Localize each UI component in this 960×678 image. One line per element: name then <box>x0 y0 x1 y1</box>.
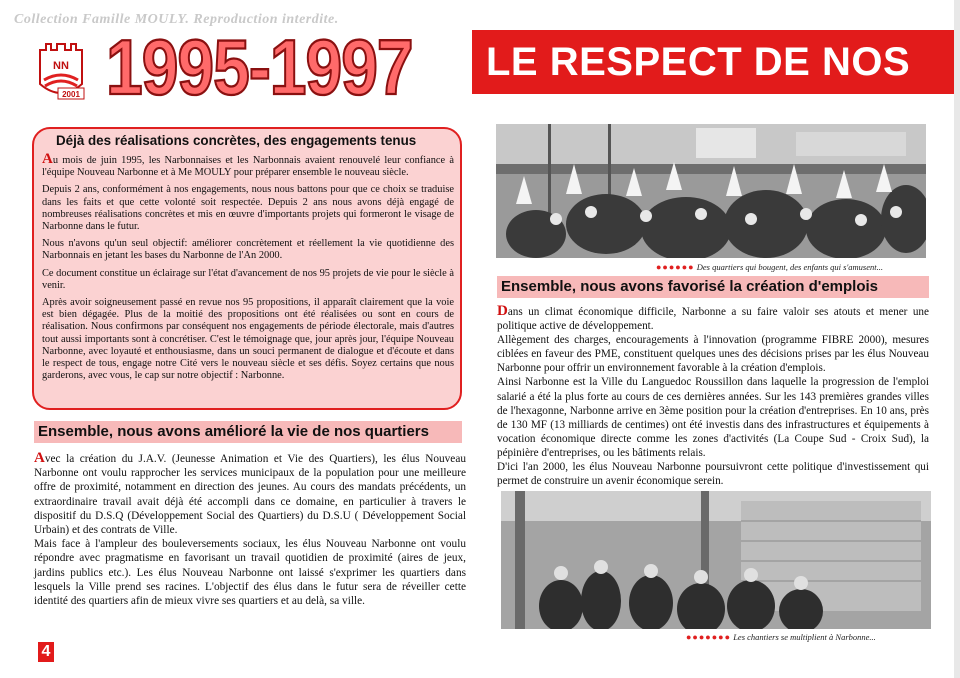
intro-paragraph-3: Nous n'avons qu'un seul objectif: améliorer concrètement et réellement la vie quotidienne des Narbonnais en jetant les bases du Narbonne de l'An 2000. <box>42 238 454 262</box>
section-emplois-heading: Ensemble, nous avons favorisé la création d'emplois <box>497 276 929 298</box>
intro-box-body <box>42 151 454 387</box>
intro-paragraph-1: Au mois de juin 1995, les Narbonnaises et les Narbonnais avaient renouvelé leur confiance à l'équipe Nouveau Narbonne et à Me MOULY pour préparer ensemble le nouveau siècle. <box>42 151 454 179</box>
logo-year: 2001 <box>62 90 80 99</box>
watermark: Collection Famille MOULY. Reproduction interdite. <box>14 12 339 27</box>
quartiers-paragraph-2: Mais face à l'ampleur des bouleversements sociaux, les élus Nouveau Narbonne ont voulu répondre avec pragmatisme en favorisant un travail quotidien de proximité (aires de jeux, jardins publics etc.). Les élus Nouveau Narbonne ont laissé s'exprimer les quartiers dans lesquels la Ville prend ses racines. L'objectif des élus dans le futur sera de réveiller cette identité des quartiers afin de mieux vivre ses quartiers et au delà, sa ville. <box>34 538 466 608</box>
emplois-paragraph-4: D'ici l'an 2000, les élus Nouveau Narbonne poursuivront cette politique d'investissement qui permet de construire un avenir économique serein. <box>497 461 929 488</box>
dropcap: D <box>497 303 508 319</box>
dropcap: A <box>34 450 45 466</box>
section-quartiers-heading: Ensemble, nous avons amélioré la vie de nos quartiers <box>34 421 462 443</box>
intro-paragraph-2: Depuis 2 ans, conformément à nos engagements, nous nous battons pour que ce choix se traduise dans les faits et que cette volonté soit respectée. Depuis 2 ans nous avons déjà engagé de nombreuses réalisations concrètes et mis en œuvre d'importants projets qui formeront le visage de Narbonne dans le futur. <box>42 184 454 233</box>
page-edge <box>954 0 960 678</box>
intro-box-title: Déjà des réalisations concrètes, des engagements tenus <box>56 133 417 148</box>
quartiers-paragraph-1: Avec la création du J.A.V. (Jeunesse Animation et Vie des Quartiers), les élus Nouveau Narbonne ont voulu rapprocher les services municipaux de la population pour une meilleure offre de proximité, notamment en direction des jeunes. Au cours des mandats précédents, un extraordinaire travail avait déjà été accompli dans ce domaine, en particulier à travers le dispositif du D.S.Q (Développement Social des Quartiers) du D.S.U ( Développement Social Urbain) et des contrats de Ville. <box>34 450 466 537</box>
intro-paragraph-5: Après avoir soigneusement passé en revue nos 95 propositions, il apparaît clairement que la voie est bien dégagée. Plus de la moitié des propositions ont été réalisées ou sont en cours de réalisation. Nous confirmons par conséquent nos engagements de période électorale, mais d'autres tout aussi importants sont à concrétiser. C'est le témoignage que, jour après jour, l'équipe Nouveau Narbonne, avec loyauté et enthousiasme, dans un souci permanent de dialogue et d'écoute et dans le respect de tous, engage notre Cité vers le nouveau siècle et ses défis. Soyez certains que nous garderons, avec vous, le cap sur notre objectif : Narbonne. <box>42 297 454 382</box>
headline-banner: LE RESPECT DE NOS <box>472 30 954 94</box>
section-quartiers-body <box>34 452 466 608</box>
years-title: 1995-1997 <box>106 23 413 111</box>
page-number: 4 <box>38 642 54 662</box>
emplois-paragraph-2: Allègement des charges, encouragements à l'innovation (programme FIBRE 2000), mesures ciblées en faveur des PME, constituent quelques unes des décisions prises par les élus Nouveau Narbonne pour offrir un environnement favorable à la création d'emplois. <box>497 334 929 375</box>
photo2-caption: ●●●●●●● Les chantiers se multiplient à Narbonne... <box>686 632 876 642</box>
nouveau-narbonne-logo <box>36 40 86 102</box>
emplois-paragraph-1: Dans un climat économique difficile, Narbonne a su faire valoir ses atouts et mener une politique active de développement. <box>497 303 929 333</box>
photo-construction-site <box>501 491 931 629</box>
photo1-caption: ●●●●●● Des quartiers qui bougent, des enfants qui s'amusent... <box>656 262 883 272</box>
logo-letters: NN <box>53 60 69 72</box>
caption-dots: ●●●●●●● <box>686 632 732 642</box>
intro-paragraph-4: Ce document constitue un éclairage sur l'état d'avancement de nos 95 projets de vie pour le siècle à venir. <box>42 267 454 291</box>
photo-children-parade <box>496 124 926 258</box>
dropcap: A <box>42 151 53 167</box>
section-emplois-body <box>497 305 929 488</box>
caption-dots: ●●●●●● <box>656 262 695 272</box>
emplois-paragraph-3: Ainsi Narbonne est la Ville du Languedoc Roussillon dans laquelle la progression de l'emploi salarié a été la plus forte au cours de ces dernières années. Sur les 143 premières grandes villes de l'hexagonne, Narbonne arrive en 3ème position pour la création d'entreprises. En 10 ans, près de 130 MF (13 milliards de centimes) ont été investis dans des infrastructures et équipements à vocation économique directe comme les zones d'activités (La Coupe Sud - Croix Sud), la pépinière d'entreprises, ou les bâtiments relais. <box>497 376 929 459</box>
